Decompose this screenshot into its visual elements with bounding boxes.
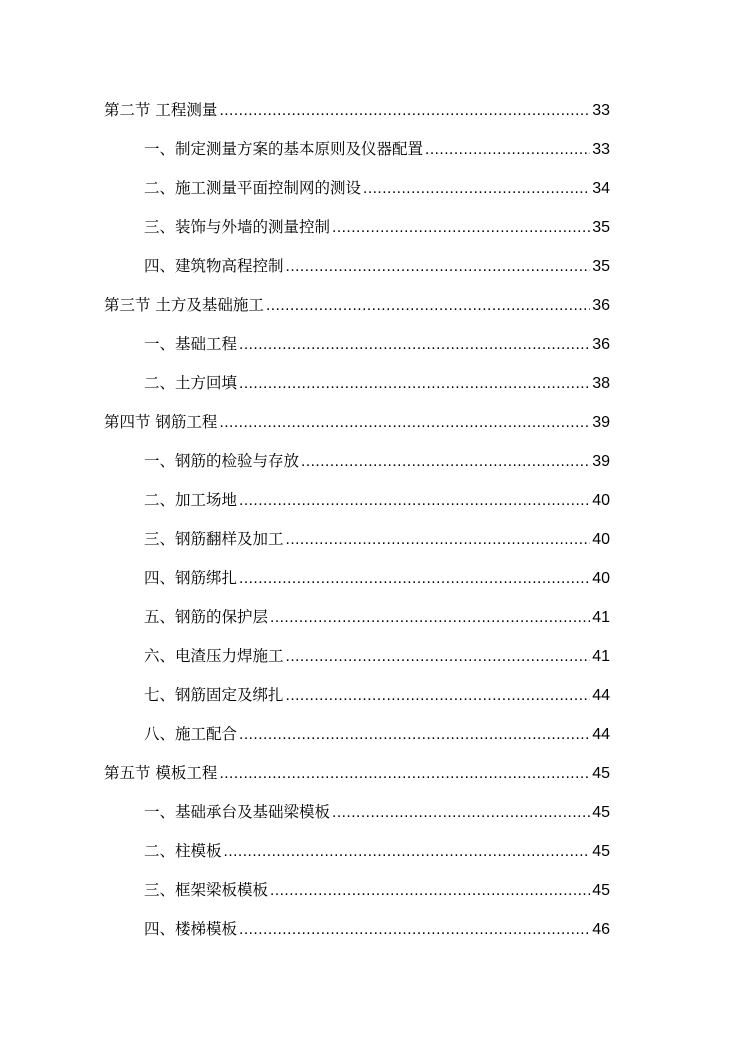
toc-entry-title: 三、装饰与外墙的测量控制 — [144, 218, 331, 236]
toc-entry-title: 一、制定测量方案的基本原则及仪器配置 — [144, 140, 424, 158]
toc-dot-leader — [286, 525, 591, 555]
toc-entry[interactable] — [104, 875, 610, 914]
toc-entry-section-2[interactable] — [104, 95, 610, 134]
toc-dot-leader — [286, 681, 591, 711]
toc-entry[interactable] — [104, 719, 610, 758]
toc-entry-title: 五、钢筋的保护层 — [144, 608, 269, 626]
toc-entry-title: 第四节 钢筋工程 — [104, 413, 218, 431]
toc-dot-leader — [332, 798, 590, 828]
toc-page-number: 34 — [592, 180, 610, 197]
toc-entry-title: 八、施工配合 — [144, 725, 238, 743]
toc-entry-title: 二、施工测量平面控制网的测设 — [144, 179, 362, 197]
toc-entry-title: 二、柱模板 — [144, 842, 222, 860]
toc-dot-leader — [219, 759, 590, 789]
toc-entry-title: 第三节 土方及基础施工 — [104, 296, 264, 314]
toc-page-number: 33 — [592, 141, 610, 158]
toc-entry[interactable] — [104, 134, 610, 173]
toc-entry[interactable] — [104, 797, 610, 836]
toc-dot-leader — [301, 447, 590, 477]
toc-page-number: 39 — [592, 414, 610, 431]
toc-entry[interactable] — [104, 680, 610, 719]
toc-entry[interactable] — [104, 251, 610, 290]
toc-page-number: 46 — [592, 921, 610, 938]
toc-entry[interactable] — [104, 368, 610, 407]
toc-entry[interactable] — [104, 212, 610, 251]
toc-entry[interactable] — [104, 641, 610, 680]
toc-page-number: 39 — [592, 453, 610, 470]
toc-entry[interactable] — [104, 524, 610, 563]
toc-entry-title: 四、钢筋绑扎 — [144, 569, 238, 587]
toc-page-number: 45 — [592, 882, 610, 899]
toc-dot-leader — [239, 486, 590, 516]
toc-entry[interactable] — [104, 173, 610, 212]
toc-dot-leader — [286, 252, 591, 282]
toc-page-number: 33 — [592, 102, 610, 119]
toc-dot-leader — [239, 369, 590, 399]
toc-page-number: 36 — [592, 336, 610, 353]
toc-dot-leader — [224, 837, 591, 867]
toc-page-number: 38 — [592, 375, 610, 392]
toc-dot-leader — [239, 564, 590, 594]
toc-entry-title: 第二节 工程测量 — [104, 101, 218, 119]
toc-entry-section-4[interactable] — [104, 407, 610, 446]
toc-entry[interactable] — [104, 329, 610, 368]
toc-entry[interactable] — [104, 446, 610, 485]
toc-dot-leader — [425, 135, 590, 165]
toc-entry-title: 三、框架梁板模板 — [144, 881, 269, 899]
toc-entry-title: 一、基础承台及基础梁模板 — [144, 803, 331, 821]
toc-page-number: 40 — [592, 531, 610, 548]
toc-entry-title: 第五节 模板工程 — [104, 764, 218, 782]
toc-dot-leader — [270, 876, 590, 906]
toc-entry-title: 一、钢筋的检验与存放 — [144, 452, 300, 470]
toc-entry-title: 三、钢筋翻样及加工 — [144, 530, 284, 548]
toc-dot-leader — [219, 408, 590, 438]
toc-dot-leader — [239, 330, 590, 360]
toc-page-number: 35 — [592, 258, 610, 275]
toc-dot-leader — [332, 213, 590, 243]
toc-entry-title: 二、加工场地 — [144, 491, 238, 509]
toc-page-number: 35 — [592, 219, 610, 236]
toc-page-number: 36 — [592, 297, 610, 314]
toc-page-number: 40 — [592, 492, 610, 509]
toc-dot-leader — [239, 720, 590, 750]
toc-dot-leader — [239, 915, 590, 945]
toc-page-number: 45 — [592, 765, 610, 782]
toc-entry[interactable] — [104, 914, 610, 953]
toc-dot-leader — [286, 642, 591, 672]
toc-dot-leader — [363, 174, 590, 204]
toc-entry[interactable] — [104, 485, 610, 524]
toc-dot-leader — [219, 96, 590, 126]
toc-entry-title: 二、土方回填 — [144, 374, 238, 392]
toc-entry-title: 一、基础工程 — [144, 335, 238, 353]
toc-page-number: 41 — [592, 609, 610, 626]
toc-entry-section-3[interactable] — [104, 290, 610, 329]
toc-page-number: 45 — [592, 804, 610, 821]
toc-dot-leader — [270, 603, 590, 633]
toc-entry[interactable] — [104, 602, 610, 641]
toc-page-number: 45 — [592, 843, 610, 860]
toc-entry-title: 七、钢筋固定及绑扎 — [144, 686, 284, 704]
toc-page-number: 40 — [592, 570, 610, 587]
toc-entry-title: 四、建筑物高程控制 — [144, 257, 284, 275]
toc-entry[interactable] — [104, 563, 610, 602]
toc-page-number: 41 — [592, 648, 610, 665]
toc-entry[interactable] — [104, 836, 610, 875]
toc-entry-title: 六、电渣压力焊施工 — [144, 647, 284, 665]
table-of-contents — [104, 95, 610, 953]
toc-page-number: 44 — [592, 687, 610, 704]
toc-entry-title: 四、楼梯模板 — [144, 920, 238, 938]
toc-entry-section-5[interactable] — [104, 758, 610, 797]
toc-page-number: 44 — [592, 726, 610, 743]
toc-dot-leader — [266, 291, 590, 321]
